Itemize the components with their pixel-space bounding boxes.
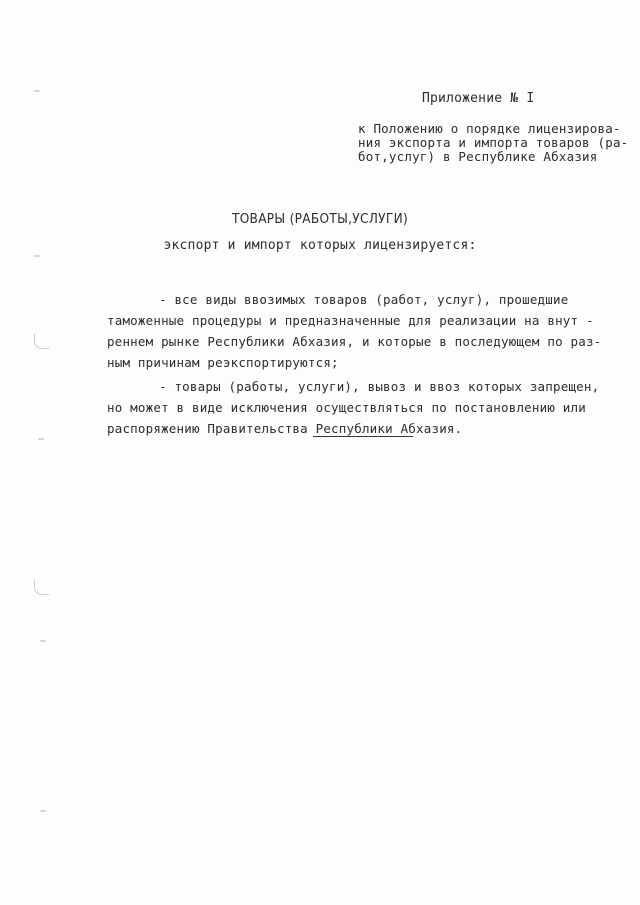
paragraph-imported-goods xyxy=(107,289,627,373)
appendix-reference-line: бот,услуг) в Республике Абхазия xyxy=(358,149,598,164)
paragraph-line: но может в виде исключения осуществляться по постановлению или xyxy=(107,400,586,415)
paragraph-line: - все виды ввозимых товаров (работ, услуг), прошедшие xyxy=(159,292,569,307)
paragraph-line: - товары (работы, услуги), вывоз и ввоз которых запрещен, xyxy=(159,379,600,394)
appendix-title: Приложение № I xyxy=(422,91,535,106)
paragraph-line: таможенные процедуры и предназначенные для реализации на внут - xyxy=(107,313,594,328)
binder-hole-mark-upper xyxy=(34,334,49,349)
paragraph-line: реннем рынке Республики Абхазия, и которые в последующем по раз- xyxy=(107,334,602,349)
paragraph-prohibited-goods xyxy=(107,376,627,439)
paragraph-line: распоряжению Правительства Республики Абхазия. xyxy=(107,421,463,436)
paper-speck xyxy=(40,810,46,812)
paper-speck xyxy=(38,438,44,440)
document-title: ТОВАРЫ (РАБОТЫ,УСЛУГИ) xyxy=(231,211,408,227)
document-subtitle: экспорт и импорт которых лицензируется: xyxy=(163,238,477,253)
paper-speck xyxy=(34,255,40,257)
paragraph-line: ным причинам реэкспортируются; xyxy=(107,355,339,370)
binder-hole-mark-lower xyxy=(34,580,49,595)
paper-speck xyxy=(34,90,40,92)
appendix-reference xyxy=(358,122,628,164)
closing-rule xyxy=(313,436,413,437)
appendix-reference-line: ния экспорта и импорта товаров (ра- xyxy=(358,135,629,150)
appendix-reference-line: к Положению о порядке лицензирова- xyxy=(358,121,621,136)
paper-speck xyxy=(40,640,46,642)
